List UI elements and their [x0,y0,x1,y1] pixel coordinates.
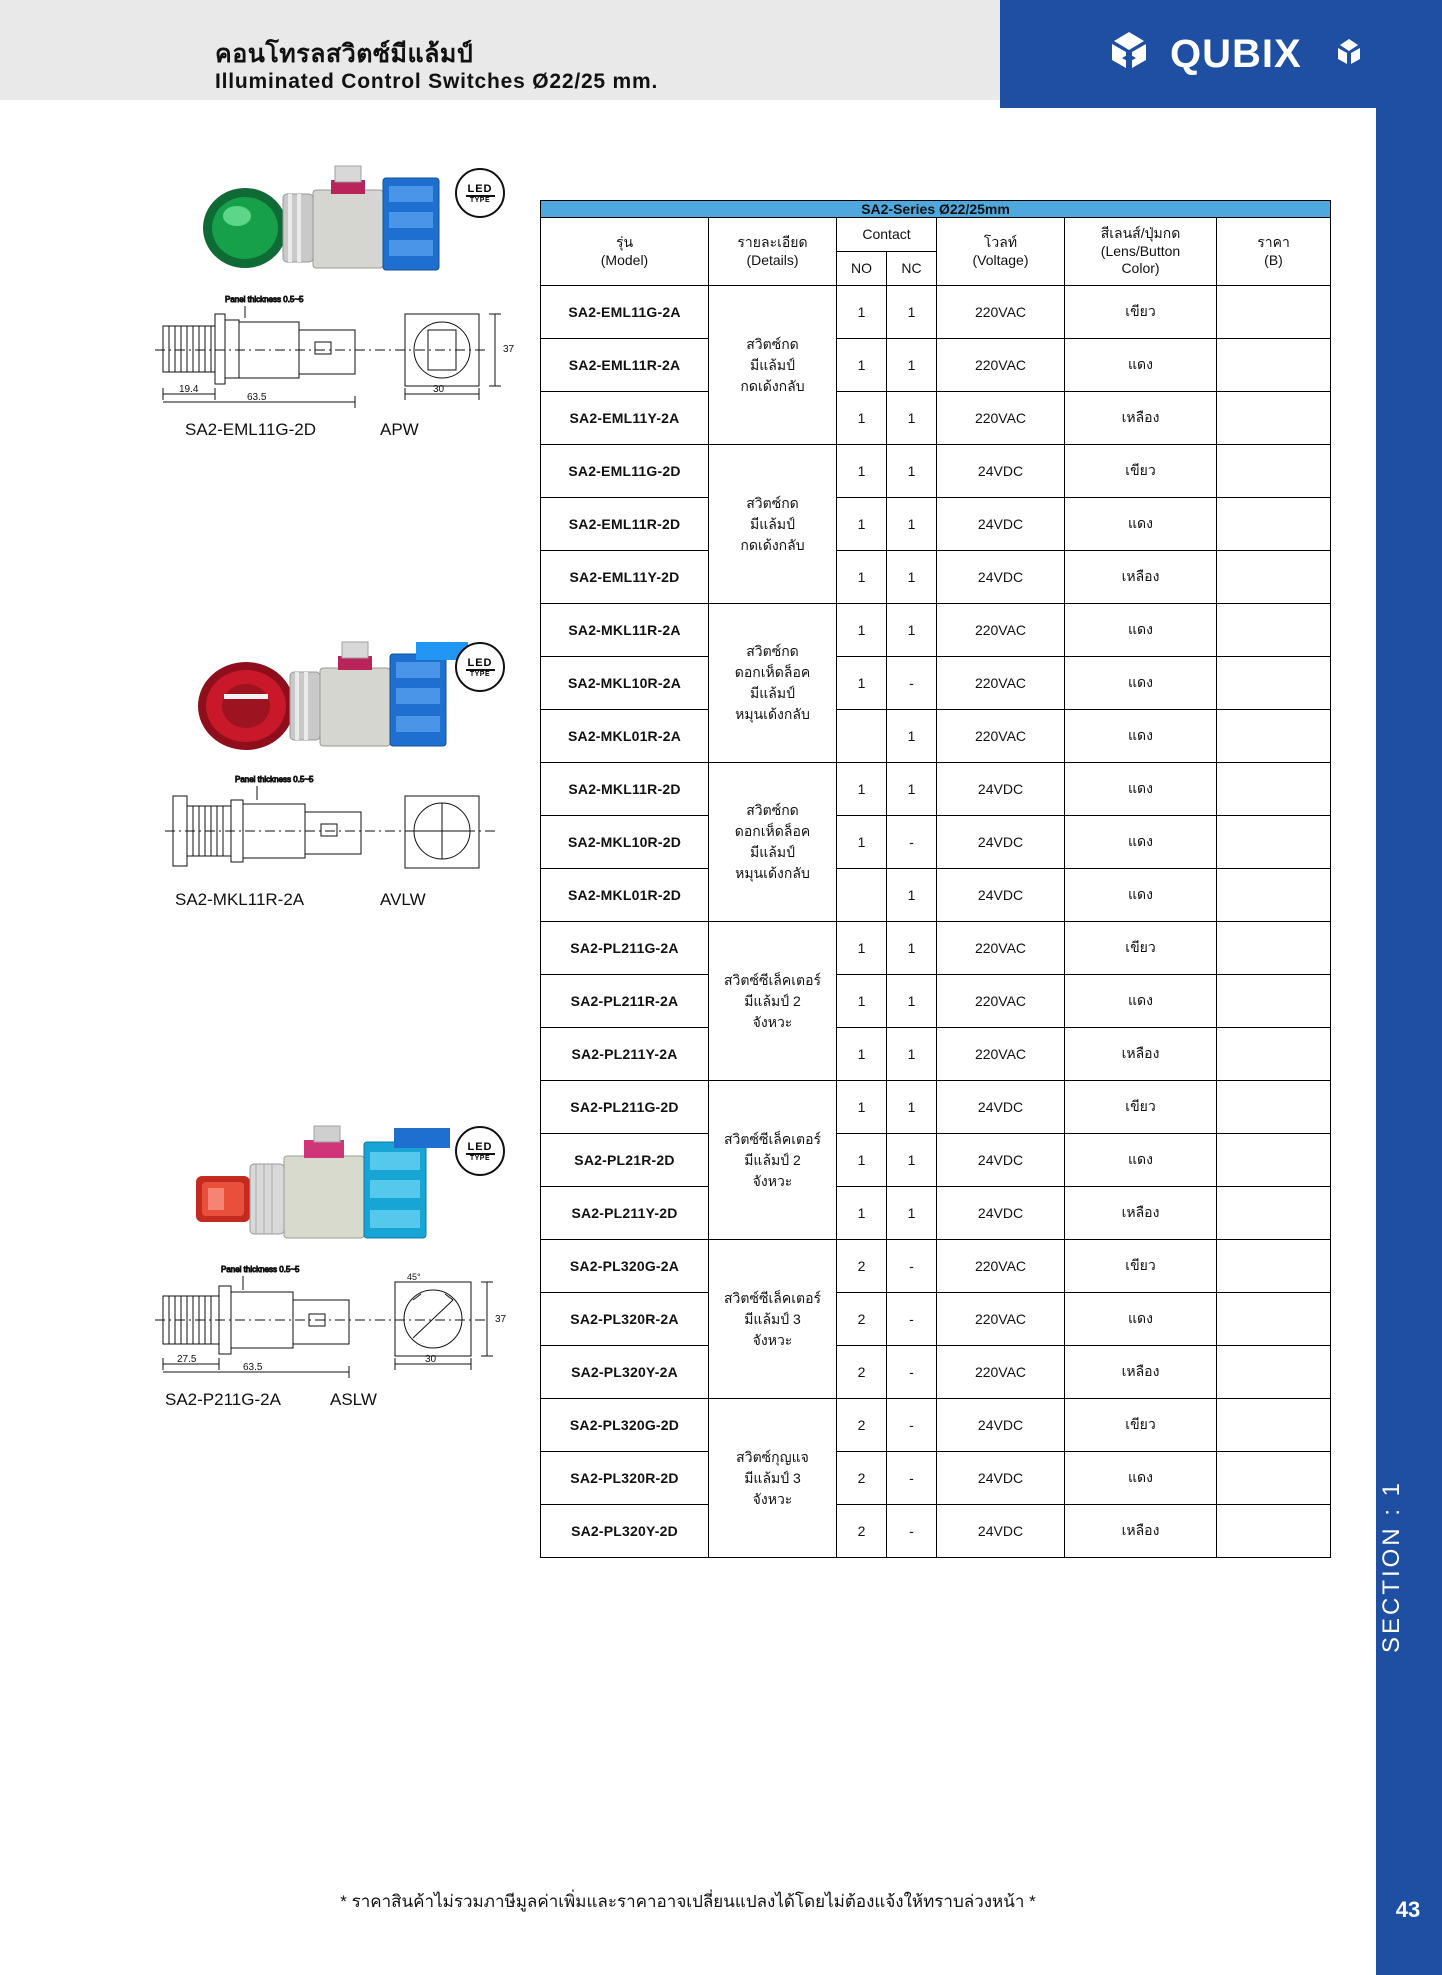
figure-aslw [0,1110,520,1440]
details-line: สวิตซ์ซีเล็คเตอร์ [723,971,822,988]
details-line: หมุนเด้งกลับ [735,706,810,722]
cell-price [1217,1081,1331,1134]
details-line: ดอกเห็ดล็อค [734,823,811,839]
svg-text:37: 37 [495,1314,507,1325]
led-type-badge [455,168,505,218]
cell-contact-no: 1 [837,1187,887,1240]
table-row[interactable] [541,869,1331,922]
col-header-voltage-en: (Voltage) [972,251,1029,268]
led-badge-line2: TYPE [469,1154,491,1162]
table-row[interactable] [541,922,1331,975]
led-badge-line1: LED [467,656,493,669]
details-line: สวิตซ์กุญแจ [736,1448,809,1465]
cell-contact-no: 1 [837,604,887,657]
cell-contact-nc: 1 [887,551,937,604]
cell-contact-nc: 1 [887,498,937,551]
section-strip [1376,0,1442,1975]
cell-contact-nc: - [887,657,937,710]
svg-text:63.5: 63.5 [247,392,267,403]
cell-contact-no: 1 [837,763,887,816]
cell-price [1217,975,1331,1028]
table-row[interactable] [541,286,1331,339]
cell-voltage: 24VDC [937,763,1065,816]
cell-contact-nc: - [887,1505,937,1558]
details-line: ดอกเห็ดล็อค [734,664,811,680]
details-line: สวิตซ์กด [746,643,799,659]
cell-contact-nc: 1 [887,392,937,445]
cell-lens-color: แดง [1065,657,1217,710]
cell-contact-nc: 1 [887,922,937,975]
details-line: จังหวะ [752,1331,793,1348]
cell-details [709,1399,837,1558]
table-row[interactable] [541,1081,1331,1134]
cell-contact-no: 1 [837,816,887,869]
col-header-lens-th: สีเลนส์/ปุ่มกด [1100,225,1181,242]
svg-text:Panel thickness 0.5~5: Panel thickness 0.5~5 [221,1265,300,1274]
cell-model: SA2-PL211Y-2D [541,1187,709,1240]
cell-contact-nc: 1 [887,1134,937,1187]
table-row[interactable] [541,1399,1331,1452]
page-header [0,0,1442,108]
cell-contact-nc: 1 [887,445,937,498]
details-line: หมุนเด้งกลับ [735,865,810,881]
cell-contact-no: 2 [837,1293,887,1346]
cell-model: SA2-PL320G-2D [541,1399,709,1452]
details-line: จังหวะ [752,1013,793,1030]
cell-contact-nc: - [887,1346,937,1399]
cell-price [1217,1028,1331,1081]
details-line: สวิตซ์กด [746,802,799,818]
cell-contact-no: 2 [837,1346,887,1399]
cell-lens-color: แดง [1065,763,1217,816]
price-disclaimer: * ราคาสินค้าไม่รวมภาษีมูลค่าเพิ่มและราคาอาจเปลี่ยนแปลงได้โดยไม่ต้องแจ้งให้ทราบล่วงหน้า * [340,1892,1036,1911]
led-badge-line1: LED [467,182,493,195]
table-row[interactable] [541,710,1331,763]
cell-lens-color: เหลือง [1065,1187,1217,1240]
cell-price [1217,1452,1331,1505]
cell-model: SA2-PL211G-2D [541,1081,709,1134]
brand-name: QUBIX [1170,31,1302,76]
cell-contact-no: 1 [837,286,887,339]
cell-price [1217,763,1331,816]
cell-model: SA2-PL320Y-2D [541,1505,709,1558]
technical-drawing-aslw [0,1260,520,1390]
col-header-lens-en: (Lens/Button [1100,242,1181,259]
cell-lens-color: แดง [1065,710,1217,763]
brand-logo [1100,30,1366,78]
svg-text:Panel thickness 0.5~5: Panel thickness 0.5~5 [225,295,304,304]
cell-contact-no: 1 [837,1134,887,1187]
details-line: จังหวะ [752,1172,793,1189]
cell-model: SA2-MKL11R-2D [541,763,709,816]
col-header-price [1217,218,1331,286]
cell-model: SA2-MKL01R-2D [541,869,709,922]
cell-model: SA2-MKL10R-2A [541,657,709,710]
cell-price [1217,922,1331,975]
cell-contact-nc: 1 [887,1187,937,1240]
table-row[interactable] [541,551,1331,604]
details-line: สวิตซ์ซีเล็คเตอร์ [723,1289,822,1306]
product-photo-pl [0,1110,520,1260]
cell-contact-no [837,710,887,763]
led-badge-line2: TYPE [469,196,491,204]
table-row[interactable] [541,816,1331,869]
led-badge-line1: LED [467,1140,493,1153]
cell-voltage: 24VDC [937,1187,1065,1240]
cell-voltage: 220VAC [937,1240,1065,1293]
cell-lens-color: เขียว [1065,922,1217,975]
details-line: มีแล้มป์ [750,685,795,701]
cell-model: SA2-EML11Y-2D [541,551,709,604]
cell-model: SA2-EML11Y-2A [541,392,709,445]
cell-lens-color: เหลือง [1065,551,1217,604]
svg-text:Panel thickness 0.5~5: Panel thickness 0.5~5 [235,775,314,784]
cell-lens-color: เหลือง [1065,392,1217,445]
figure-code-label: ASLW [330,1390,377,1409]
cell-model: SA2-EML11G-2A [541,286,709,339]
cell-lens-color: เขียว [1065,1399,1217,1452]
cell-lens-color: แดง [1065,1134,1217,1187]
cell-model: SA2-PL211R-2A [541,975,709,1028]
cell-voltage: 24VDC [937,445,1065,498]
cell-voltage: 220VAC [937,392,1065,445]
svg-text:37: 37 [503,344,515,355]
cell-model: SA2-MKL01R-2A [541,710,709,763]
technical-drawing-avlw [0,770,520,890]
cell-lens-color: แดง [1065,816,1217,869]
cell-contact-no: 1 [837,339,887,392]
cell-contact-no: 1 [837,922,887,975]
table-header-row-1 [541,218,1331,252]
details-line: มีแล้มป์ 3 [744,1469,801,1486]
cell-details [709,445,837,604]
cell-lens-color: เหลือง [1065,1505,1217,1558]
cell-contact-no: 1 [837,975,887,1028]
svg-text:63.5: 63.5 [243,1362,263,1373]
cell-lens-color: เขียว [1065,1081,1217,1134]
cell-contact-no: 1 [837,1028,887,1081]
cell-price [1217,657,1331,710]
table-row[interactable] [541,763,1331,816]
cell-voltage: 220VAC [937,657,1065,710]
cell-model: SA2-PL320R-2A [541,1293,709,1346]
table-row[interactable] [541,1240,1331,1293]
cell-price [1217,1187,1331,1240]
figure-model-label: SA2-P211G-2A [165,1390,281,1409]
table-row[interactable] [541,339,1331,392]
details-line: สวิตซ์กด [746,335,799,352]
svg-text:45°: 45° [407,1272,421,1282]
col-header-details-th: รายละเอียด [737,234,808,250]
cell-model: SA2-PL211G-2A [541,922,709,975]
figures-column [0,150,520,1468]
figure-caption-aslw [0,1390,520,1420]
cell-price [1217,710,1331,763]
table-row[interactable] [541,392,1331,445]
cell-model: SA2-EML11G-2D [541,445,709,498]
table-row[interactable] [541,1134,1331,1187]
led-badge-line2: TYPE [469,670,491,678]
specification-table [540,200,1331,1558]
cell-voltage: 220VAC [937,339,1065,392]
cell-voltage: 24VDC [937,498,1065,551]
cell-contact-no: 2 [837,1240,887,1293]
col-header-details-en: (Details) [746,251,799,268]
cell-voltage: 220VAC [937,975,1065,1028]
cell-contact-nc: 1 [887,1028,937,1081]
cell-details [709,604,837,763]
table-row[interactable] [541,445,1331,498]
col-header-lens-en2: Color) [1121,260,1160,277]
cell-lens-color: แดง [1065,498,1217,551]
cell-contact-no: 1 [837,498,887,551]
specification-table-wrapper [540,200,1330,1558]
col-header-voltage [937,218,1065,286]
technical-drawing-apw [0,290,520,420]
cell-contact-no: 2 [837,1505,887,1558]
cell-lens-color: เหลือง [1065,1346,1217,1399]
figure-apw [0,150,520,460]
details-line: สวิตซ์กด [746,494,799,511]
cell-contact-nc: - [887,1399,937,1452]
cell-contact-nc: 1 [887,869,937,922]
cell-price [1217,1240,1331,1293]
cell-lens-color: เขียว [1065,445,1217,498]
details-line: มีแล้มป์ 3 [744,1310,801,1327]
cell-model: SA2-PL320R-2D [541,1452,709,1505]
cell-price [1217,1505,1331,1558]
page-title-thai: คอนโทรลสวิตซ์มีแล้มป์ [215,40,474,68]
table-row[interactable] [541,1346,1331,1399]
cell-price [1217,1134,1331,1187]
cell-contact-nc: - [887,1240,937,1293]
details-line: มีแล้มป์ [750,844,795,860]
svg-text:30: 30 [425,1354,437,1365]
figure-model-label: SA2-MKL11R-2A [175,890,305,909]
cell-contact-nc: 1 [887,975,937,1028]
qubix-mark-small-icon [1332,37,1366,71]
col-header-voltage-th: โวลท์ [983,234,1018,250]
cell-price [1217,445,1331,498]
details-line: มีแล้มป์ 2 [744,992,801,1009]
cell-voltage: 220VAC [937,1293,1065,1346]
col-header-details [709,218,837,286]
cell-price [1217,604,1331,657]
cell-voltage: 24VDC [937,1399,1065,1452]
cell-details [709,763,837,922]
cell-lens-color: แดง [1065,869,1217,922]
col-header-model [541,218,709,286]
cell-lens-color: เขียว [1065,1240,1217,1293]
cell-model: SA2-PL21R-2D [541,1134,709,1187]
page-title-english: Illuminated Control Switches Ø22/25 mm. [215,70,659,93]
cell-model: SA2-MKL11R-2A [541,604,709,657]
cell-model: SA2-EML11R-2A [541,339,709,392]
col-header-nc: NC [887,252,937,286]
col-header-no: NO [837,252,887,286]
series-title-row [541,201,1331,218]
cell-voltage: 220VAC [937,1028,1065,1081]
table-row[interactable] [541,1293,1331,1346]
figure-caption-avlw [0,890,520,920]
cell-contact-no [837,869,887,922]
cell-voltage: 24VDC [937,816,1065,869]
table-row[interactable] [541,657,1331,710]
figure-avlw [0,620,520,950]
cell-voltage: 24VDC [937,551,1065,604]
col-header-lens-color [1065,218,1217,286]
table-body [541,286,1331,1558]
cell-contact-nc: 1 [887,604,937,657]
led-type-badge [455,1126,505,1176]
cell-contact-nc: 1 [887,763,937,816]
cell-price [1217,816,1331,869]
table-row[interactable] [541,1187,1331,1240]
product-photo-eml [0,150,520,290]
details-line: กดเด้งกลับ [740,377,805,394]
series-title: SA2-Series Ø22/25mm [541,201,1331,218]
cell-model: SA2-PL211Y-2A [541,1028,709,1081]
cell-contact-nc: 1 [887,286,937,339]
cell-price [1217,286,1331,339]
cell-contact-nc: 1 [887,339,937,392]
table-row[interactable] [541,604,1331,657]
cell-details [709,922,837,1081]
table-row[interactable] [541,1452,1331,1505]
cell-voltage: 220VAC [937,1346,1065,1399]
cell-voltage: 24VDC [937,1134,1065,1187]
cell-contact-no: 2 [837,1399,887,1452]
cell-price [1217,392,1331,445]
cell-contact-no: 1 [837,657,887,710]
cell-details [709,1240,837,1399]
cell-voltage: 220VAC [937,286,1065,339]
col-header-contact: Contact [837,218,937,252]
cell-contact-no: 1 [837,1081,887,1134]
cell-lens-color: เขียว [1065,286,1217,339]
cell-contact-nc: - [887,1452,937,1505]
cell-details [709,286,837,445]
cell-details [709,1081,837,1240]
details-line: มีแล้มป์ 2 [744,1151,801,1168]
page-number: 43 [1395,1897,1421,1922]
cell-lens-color: แดง [1065,975,1217,1028]
cell-contact-no: 1 [837,551,887,604]
cell-model: SA2-MKL10R-2D [541,816,709,869]
cell-voltage: 220VAC [937,710,1065,763]
details-line: กดเด้งกลับ [740,536,805,553]
cell-contact-nc: 1 [887,710,937,763]
table-row[interactable] [541,498,1331,551]
section-label: SECTION : 1 [1378,1480,1405,1654]
cell-lens-color: แดง [1065,1452,1217,1505]
led-type-badge [455,642,505,692]
cell-model: SA2-PL320G-2A [541,1240,709,1293]
cell-price [1217,551,1331,604]
cell-contact-nc: 1 [887,1081,937,1134]
cell-price [1217,1399,1331,1452]
svg-text:30: 30 [433,384,445,395]
cell-contact-no: 2 [837,1452,887,1505]
cell-price [1217,1293,1331,1346]
details-line: จังหวะ [752,1490,793,1507]
cell-voltage: 220VAC [937,922,1065,975]
cell-price [1217,339,1331,392]
qubix-logo-icon [1100,30,1158,78]
cell-lens-color: แดง [1065,1293,1217,1346]
col-header-price-en: (B) [1264,251,1283,268]
details-line: มีแล้มป์ [750,356,795,373]
figure-caption-apw [0,420,520,450]
cell-price [1217,869,1331,922]
cell-voltage: 24VDC [937,869,1065,922]
cell-contact-no: 1 [837,445,887,498]
figure-code-label: AVLW [380,890,426,909]
cell-model: SA2-PL320Y-2A [541,1346,709,1399]
cell-price [1217,1346,1331,1399]
cell-contact-nc: - [887,816,937,869]
cell-contact-no: 1 [837,392,887,445]
figure-code-label: APW [380,420,419,439]
col-header-model-th: รุ่น [615,234,634,250]
details-line: สวิตซ์ซีเล็คเตอร์ [723,1130,822,1147]
cell-price [1217,498,1331,551]
cell-lens-color: แดง [1065,604,1217,657]
cell-model: SA2-EML11R-2D [541,498,709,551]
table-row[interactable] [541,1028,1331,1081]
cell-contact-nc: - [887,1293,937,1346]
cell-lens-color: เหลือง [1065,1028,1217,1081]
cell-voltage: 220VAC [937,604,1065,657]
cell-voltage: 24VDC [937,1505,1065,1558]
cell-voltage: 24VDC [937,1452,1065,1505]
svg-text:27.5: 27.5 [177,1354,197,1365]
table-row[interactable] [541,975,1331,1028]
col-header-price-th: ราคา [1257,234,1290,250]
product-photo-mkl [0,620,520,770]
svg-text:19.4: 19.4 [179,384,199,395]
col-header-model-en: (Model) [600,251,649,268]
table-row[interactable] [541,1505,1331,1558]
cell-lens-color: แดง [1065,339,1217,392]
cell-voltage: 24VDC [937,1081,1065,1134]
details-line: มีแล้มป์ [750,515,795,532]
figure-model-label: SA2-EML11G-2D [185,420,317,439]
